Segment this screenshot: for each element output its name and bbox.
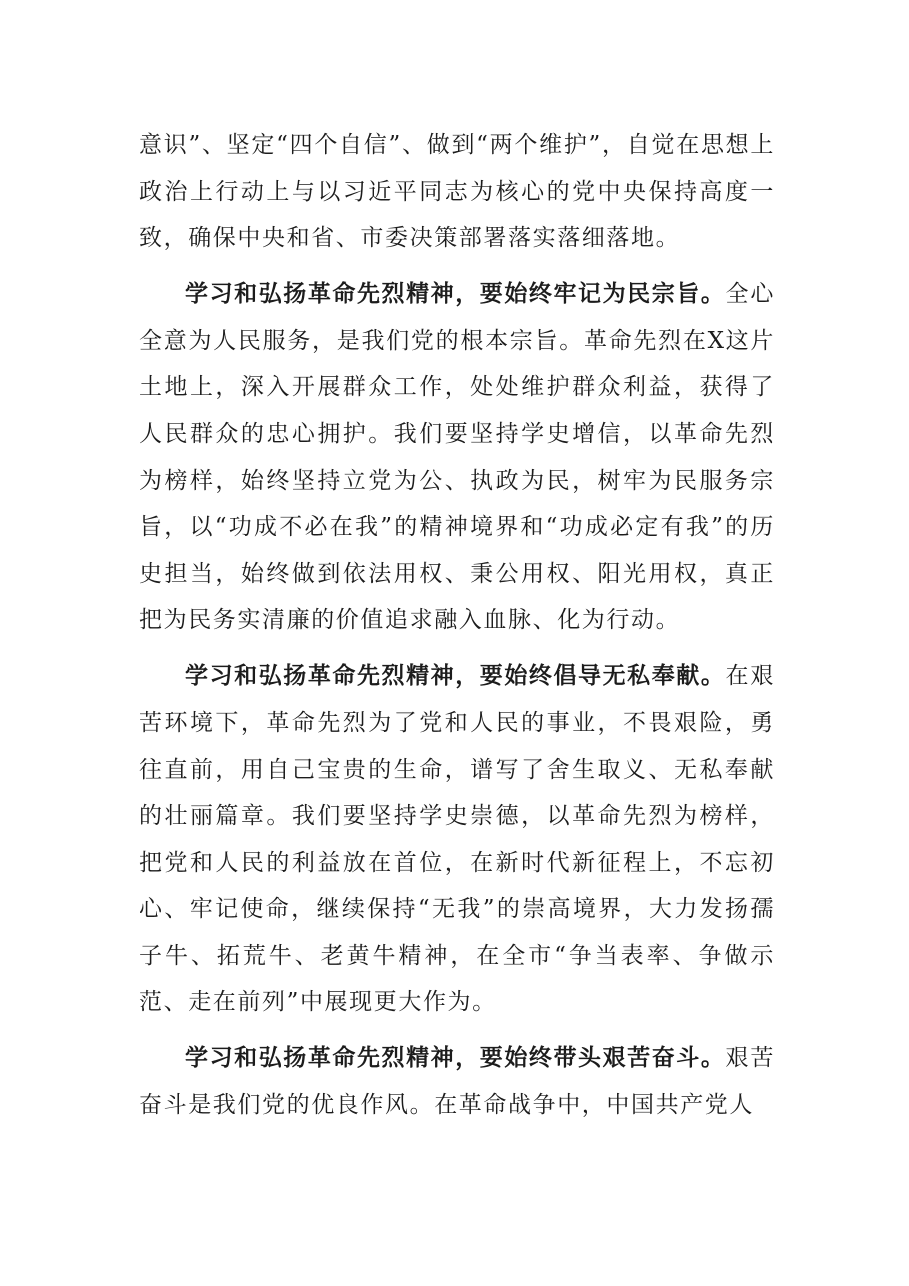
paragraph-lead: 学习和弘扬革命先烈精神，要始终倡导无私奉献。	[185, 663, 726, 690]
paragraph-text: 在艰苦环境下，革命先烈为了党和人民的事业，不畏艰险，勇往直前，用自己宝贵的生命，谱写了舍生取义、无私奉献的壮丽篇章。我们要坚持学史崇德，以革命先烈为榜样，把党和人民的利益放在首位，在新时代新征程上，不忘初心、牢记使命，继续保持“无我”的崇高境界，大力发扬孺子牛、拓荒牛、老黄牛精神，在全市“争当表率、争做示范、走在前列”中展现更大作为。	[139, 663, 776, 1016]
paragraph-text: 全心全意为人民服务，是我们党的根本宗旨。革命先烈在X这片土地上，深入开展群众工作，处处维护群众利益，获得了人民群众的忠心拥护。我们要坚持学史增信，以革命先烈为榜样，始终坚持立党为公、执政为民，树牢为民服务宗旨，以“功成不必在我”的精神境界和“功成必定有我”的历史担当，始终做到依法用权、秉公用权、阳光用权，真正把为民务实清廉的价值追求融入血脉、化为行动。	[139, 281, 776, 634]
paragraph-lead: 学习和弘扬革命先烈精神，要始终带头艰苦奋斗。	[185, 1045, 726, 1072]
paragraph-selfless-dedication	[139, 653, 775, 1026]
paragraph-text: 艰苦奋斗是我们党的优良作风。在革命战争中，中国共产党人	[139, 1045, 776, 1119]
paragraph-hard-struggle	[139, 1035, 775, 1128]
paragraph-serve-people	[139, 271, 775, 644]
paragraph-text: 意识”、坚定“四个自信”、做到“两个维护”，自觉在思想上政治上行动上与以习近平同志为核心的党中央保持高度一致，确保中央和省、市委决策部署落实落细落地。	[139, 132, 775, 252]
paragraph-lead: 学习和弘扬革命先烈精神，要始终牢记为民宗旨。	[185, 281, 726, 308]
document-body	[139, 122, 775, 1129]
paragraph-continuation	[139, 122, 775, 262]
